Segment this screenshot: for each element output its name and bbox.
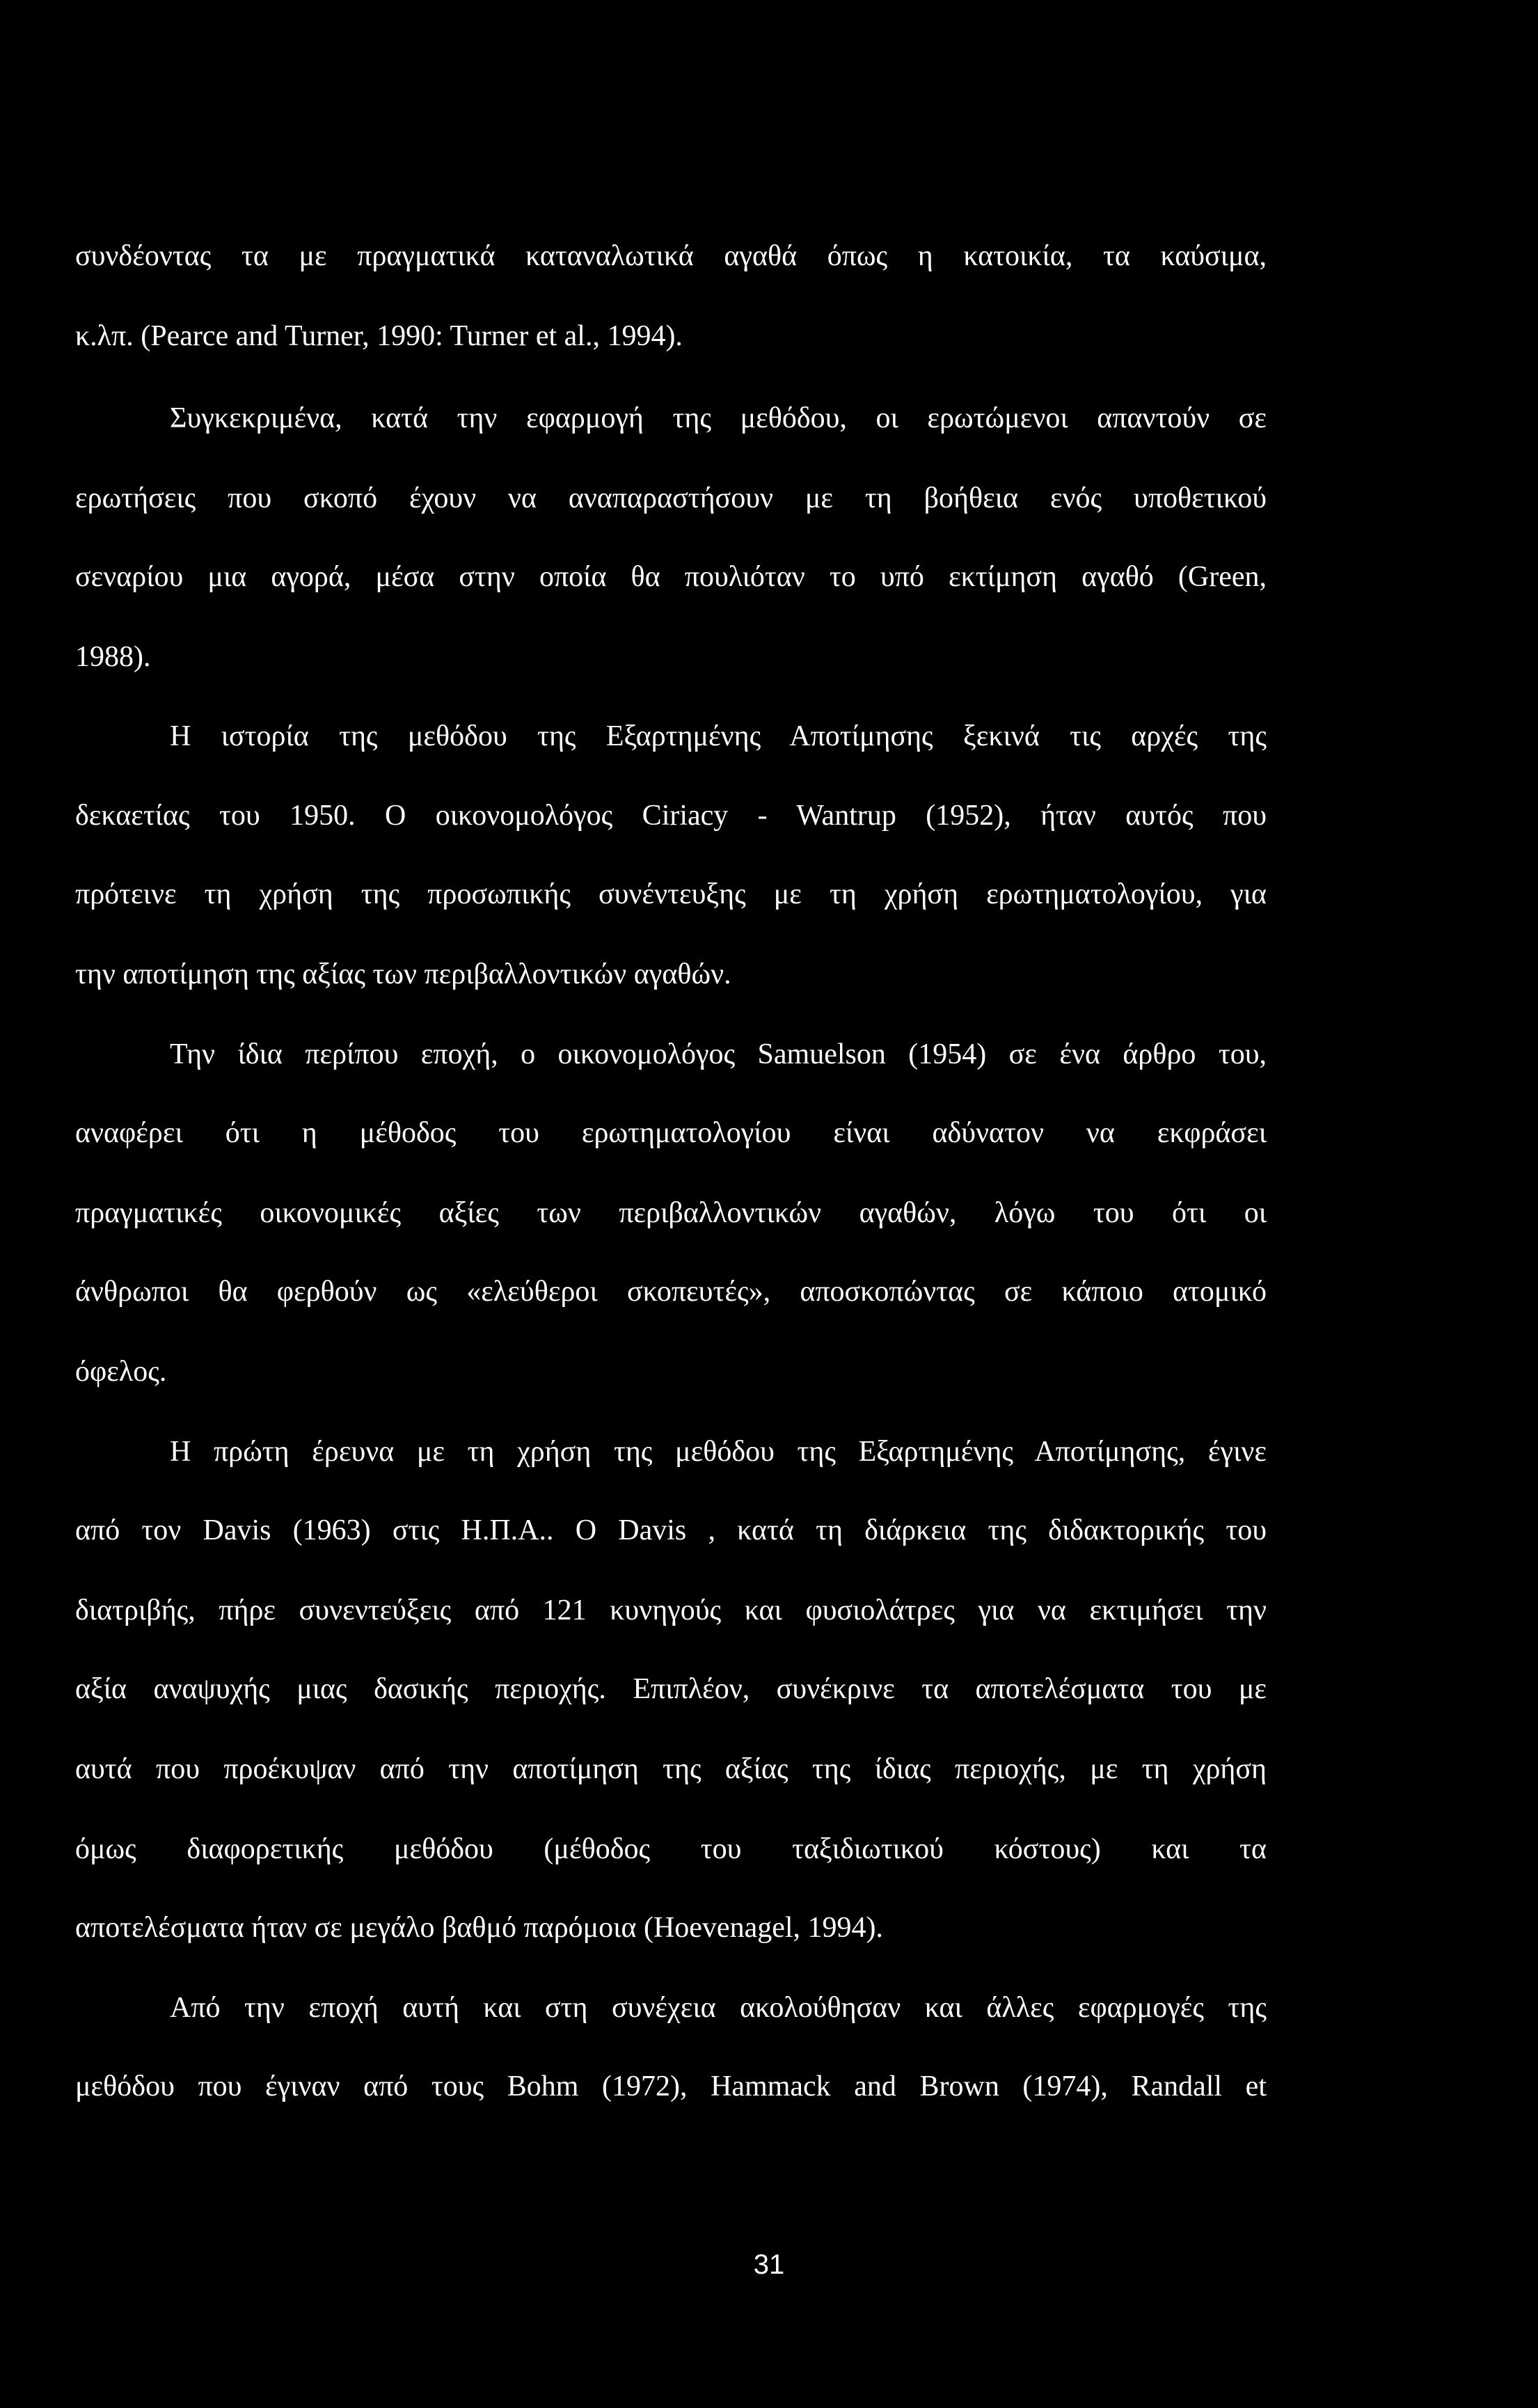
text-line: πρότεινε τη χρήση της προσωπικής συνέντευξης με τη χρήση ερωτηματολογίου, για bbox=[75, 878, 1267, 910]
text-line: από τον Davis (1963) στις Η.Π.Α.. Ο Davis , κατά τη διάρκεια της διδακτορικής του bbox=[75, 1514, 1267, 1546]
text-line: Η πρώτη έρευνα με τη χρήση της μεθόδου της Εξαρτημένης Αποτίμησης, έγινε bbox=[170, 1436, 1267, 1468]
text-line: Η ιστορία της μεθόδου της Εξαρτημένης Αποτίμησης ξεκινά τις αρχές της bbox=[170, 720, 1267, 752]
text-line: δεκαετίας του 1950. Ο οικονομολόγος Ciriacy - Wantrup (1952), ήταν αυτός που bbox=[75, 800, 1267, 832]
text-line: Από την εποχή αυτή και στη συνέχεια ακολούθησαν και άλλες εφαρμογές της bbox=[170, 1992, 1267, 2024]
text-line: αναφέρει ότι η μέθοδος του ερωτηματολογίου είναι αδύνατον να εκφράσει bbox=[75, 1117, 1267, 1149]
text-line: όφελος. bbox=[75, 1356, 167, 1388]
text-line: σεναρίου μια αγορά, μέσα στην οποία θα πουλιόταν το υπό εκτίμηση αγαθό (Green, bbox=[75, 561, 1267, 593]
page-number: 31 bbox=[753, 2249, 785, 2280]
text-line: πραγματικές οικονομικές αξίες των περιβαλλοντικών αγαθών, λόγω του ότι οι bbox=[75, 1197, 1267, 1229]
text-line: αποτελέσματα ήταν σε μεγάλο βαθμό παρόμοια (Hoevenagel, 1994). bbox=[75, 1912, 884, 1944]
text-line: συνδέοντας τα με πραγματικά καταναλωτικά αγαθά όπως η κατοικία, τα καύσιμα, bbox=[75, 240, 1267, 272]
text-line: Την ίδια περίπου εποχή, ο οικονομολόγος Samuelson (1954) σε ένα άρθρο του, bbox=[170, 1038, 1267, 1070]
text-line: όμως διαφορετικής μεθόδου (μέθοδος του ταξιδιωτικού κόστους) και τα bbox=[75, 1833, 1267, 1865]
text-line: κ.λπ. (Pearce and Turner, 1990: Turner et al., 1994). bbox=[75, 320, 683, 352]
text-line: ερωτήσεις που σκοπό έχουν να αναπαραστήσουν με τη βοήθεια ενός υποθετικού bbox=[75, 482, 1267, 514]
text-line: μεθόδου που έγιναν από τους Bohm (1972), Hammack and Brown (1974), Randall et bbox=[75, 2070, 1267, 2102]
text-line: διατριβής, πήρε συνεντεύξεις από 121 κυνηγούς και φυσιολάτρες για να εκτιμήσει την bbox=[75, 1594, 1267, 1626]
text-line: την αποτίμηση της αξίας των περιβαλλοντικών αγαθών. bbox=[75, 958, 731, 990]
text-line: 1988). bbox=[75, 641, 151, 673]
text-line: άνθρωποι θα φερθούν ως «ελεύθεροι σκοπευτές», αποσκοπώντας σε κάποιο ατομικό bbox=[75, 1276, 1267, 1308]
text-line: αυτά που προέκυψαν από την αποτίμηση της αξίας της ίδιας περιοχής, με τη χρήση bbox=[75, 1753, 1267, 1785]
text-line: αξία αναψυχής μιας δασικής περιοχής. Επιπλέον, συνέκρινε τα αποτελέσματα του με bbox=[75, 1673, 1267, 1705]
text-line: Συγκεκριμένα, κατά την εφαρμογή της μεθόδου, οι ερωτώμενοι απαντούν σε bbox=[170, 402, 1267, 434]
